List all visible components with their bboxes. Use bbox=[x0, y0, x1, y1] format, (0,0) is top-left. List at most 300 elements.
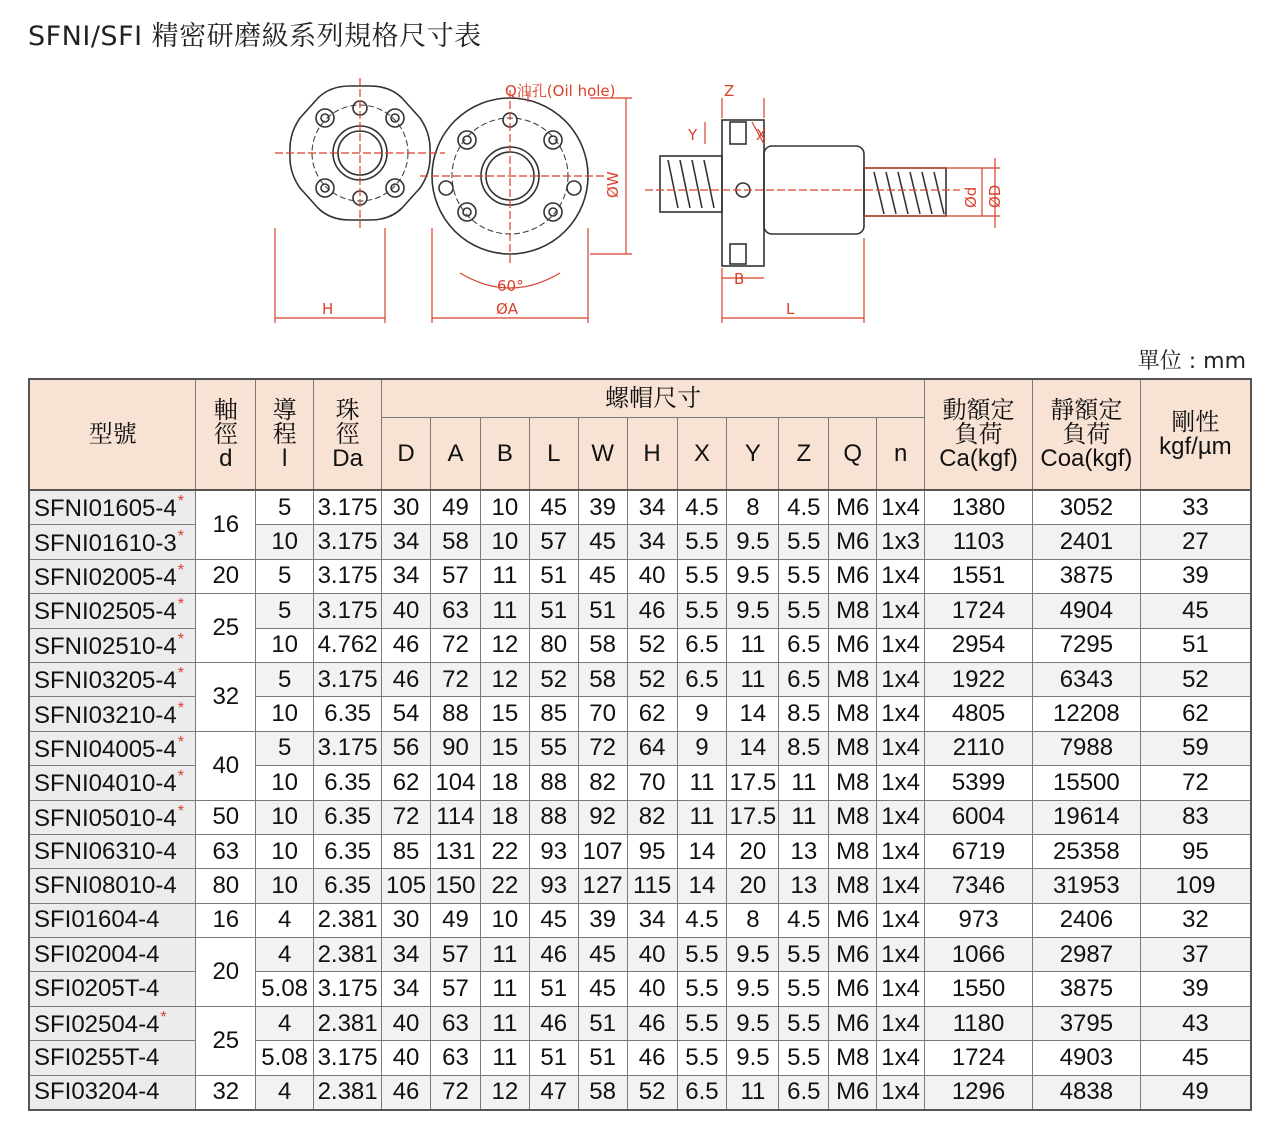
cell-y: 8 bbox=[727, 490, 779, 525]
cell-coa: 2401 bbox=[1032, 525, 1140, 559]
star-mark: * bbox=[177, 768, 184, 786]
cell-d: 56 bbox=[382, 731, 431, 765]
dim-y: Y bbox=[688, 126, 698, 144]
cell-ca: 6004 bbox=[925, 800, 1033, 834]
model-cell: SFI01604-4 bbox=[29, 903, 196, 937]
model-cell: SFNI02505-4* bbox=[29, 594, 196, 628]
cell-ca: 1922 bbox=[925, 662, 1033, 696]
cell-h: 52 bbox=[627, 1075, 677, 1110]
col-nut-n: n bbox=[877, 418, 925, 491]
cell-q: M6 bbox=[829, 938, 877, 972]
cell-n: 1x4 bbox=[877, 766, 925, 800]
cell-coa: 2987 bbox=[1032, 938, 1140, 972]
model-cell: SFI02004-4 bbox=[29, 938, 196, 972]
cell-b: 11 bbox=[480, 594, 529, 628]
star-mark: * bbox=[177, 630, 184, 648]
cell-ca: 1380 bbox=[925, 490, 1033, 525]
dim-b: B bbox=[734, 270, 745, 288]
cell-coa: 3052 bbox=[1032, 490, 1140, 525]
dim-z: Z bbox=[724, 82, 735, 100]
cell-k: 49 bbox=[1140, 1075, 1251, 1110]
cell-h: 115 bbox=[627, 869, 677, 903]
shaft-dia-cell: 40 bbox=[196, 731, 256, 800]
cell-b: 11 bbox=[480, 938, 529, 972]
cell-a: 57 bbox=[431, 972, 481, 1006]
cell-z: 5.5 bbox=[779, 559, 829, 593]
cell-n: 1x4 bbox=[877, 834, 925, 868]
cell-b: 11 bbox=[480, 559, 529, 593]
cell-q: M6 bbox=[829, 559, 877, 593]
cell-da: 3.175 bbox=[314, 662, 382, 696]
cell-z: 5.5 bbox=[779, 1041, 829, 1075]
cell-w: 58 bbox=[578, 1075, 627, 1110]
cell-q: M8 bbox=[829, 800, 877, 834]
cell-l: 5 bbox=[256, 731, 314, 765]
star-mark: * bbox=[177, 493, 184, 511]
model-cell: SFNI02510-4* bbox=[29, 628, 196, 662]
table-row bbox=[29, 594, 1251, 628]
cell-ca: 4805 bbox=[925, 697, 1033, 731]
shaft-dia-cell: 20 bbox=[196, 938, 256, 1007]
cell-y: 9.5 bbox=[727, 1006, 779, 1040]
cell-ca: 1724 bbox=[925, 594, 1033, 628]
cell-y: 9.5 bbox=[727, 594, 779, 628]
table-row bbox=[29, 731, 1251, 765]
cell-coa: 7295 bbox=[1032, 628, 1140, 662]
cell-l: 46 bbox=[529, 938, 578, 972]
table-row bbox=[29, 662, 1251, 696]
cell-k: 62 bbox=[1140, 697, 1251, 731]
cell-da: 6.35 bbox=[314, 697, 382, 731]
cell-n: 1x4 bbox=[877, 490, 925, 525]
table-header bbox=[29, 379, 1251, 490]
cell-q: M6 bbox=[829, 972, 877, 1006]
dim-d: Ød bbox=[962, 186, 980, 208]
cell-w: 70 bbox=[578, 697, 627, 731]
cell-n: 1x4 bbox=[877, 1041, 925, 1075]
cell-w: 51 bbox=[578, 594, 627, 628]
cell-d: 40 bbox=[382, 1006, 431, 1040]
col-ca: 動額定 負荷 Ca(kgf) bbox=[925, 379, 1033, 490]
cell-d: 30 bbox=[382, 903, 431, 937]
shaft-dia-cell: 16 bbox=[196, 490, 256, 559]
cell-q: M8 bbox=[829, 834, 877, 868]
cell-k: 45 bbox=[1140, 594, 1251, 628]
cell-h: 34 bbox=[627, 525, 677, 559]
star-mark: * bbox=[177, 733, 184, 751]
cell-da: 6.35 bbox=[314, 869, 382, 903]
cell-d: 40 bbox=[382, 1041, 431, 1075]
cell-l: 88 bbox=[529, 800, 578, 834]
table-row bbox=[29, 800, 1251, 834]
col-nut-y: Y bbox=[727, 418, 779, 491]
cell-l: 52 bbox=[529, 662, 578, 696]
cell-q: M8 bbox=[829, 697, 877, 731]
cell-n: 1x4 bbox=[877, 559, 925, 593]
cell-l: 10 bbox=[256, 697, 314, 731]
cell-k: 95 bbox=[1140, 834, 1251, 868]
cell-coa: 4904 bbox=[1032, 594, 1140, 628]
cell-a: 72 bbox=[431, 1075, 481, 1110]
cell-l: 10 bbox=[256, 800, 314, 834]
cell-da: 3.175 bbox=[314, 972, 382, 1006]
cell-ca: 1066 bbox=[925, 938, 1033, 972]
cell-x: 4.5 bbox=[677, 903, 727, 937]
cell-h: 95 bbox=[627, 834, 677, 868]
col-nut-d: D bbox=[382, 418, 431, 491]
cell-a: 58 bbox=[431, 525, 481, 559]
cell-q: M6 bbox=[829, 525, 877, 559]
star-mark: * bbox=[177, 802, 184, 820]
cell-coa: 7988 bbox=[1032, 731, 1140, 765]
cell-da: 6.35 bbox=[314, 766, 382, 800]
cell-w: 45 bbox=[578, 938, 627, 972]
cell-d: 85 bbox=[382, 834, 431, 868]
cell-w: 127 bbox=[578, 869, 627, 903]
cell-l: 5.08 bbox=[256, 1041, 314, 1075]
cell-a: 63 bbox=[431, 1006, 481, 1040]
cell-n: 1x4 bbox=[877, 662, 925, 696]
cell-b: 10 bbox=[480, 490, 529, 525]
dim-w: ØW bbox=[604, 171, 622, 198]
cell-l: 57 bbox=[529, 525, 578, 559]
shaft-dia-cell: 16 bbox=[196, 903, 256, 937]
cell-k: 59 bbox=[1140, 731, 1251, 765]
cell-ca: 1550 bbox=[925, 972, 1033, 1006]
cell-z: 13 bbox=[779, 869, 829, 903]
col-nut-w: W bbox=[578, 418, 627, 491]
cell-h: 40 bbox=[627, 559, 677, 593]
cell-da: 6.35 bbox=[314, 834, 382, 868]
cell-l: 10 bbox=[256, 628, 314, 662]
cell-coa: 19614 bbox=[1032, 800, 1140, 834]
cell-y: 14 bbox=[727, 697, 779, 731]
cell-x: 5.5 bbox=[677, 559, 727, 593]
dim-h: H bbox=[322, 300, 334, 318]
cell-z: 4.5 bbox=[779, 903, 829, 937]
cell-a: 131 bbox=[431, 834, 481, 868]
cell-da: 2.381 bbox=[314, 903, 382, 937]
shaft-dia-cell: 32 bbox=[196, 662, 256, 731]
cell-b: 11 bbox=[480, 972, 529, 1006]
cell-l: 88 bbox=[529, 766, 578, 800]
cell-da: 3.175 bbox=[314, 731, 382, 765]
cell-ca: 6719 bbox=[925, 834, 1033, 868]
cell-l: 10 bbox=[256, 869, 314, 903]
cell-l: 51 bbox=[529, 594, 578, 628]
cell-da: 6.35 bbox=[314, 800, 382, 834]
cell-l: 5 bbox=[256, 662, 314, 696]
cell-k: 43 bbox=[1140, 1006, 1251, 1040]
cell-k: 109 bbox=[1140, 869, 1251, 903]
cell-d: 62 bbox=[382, 766, 431, 800]
cell-l: 51 bbox=[529, 1041, 578, 1075]
cell-x: 5.5 bbox=[677, 525, 727, 559]
cell-w: 45 bbox=[578, 559, 627, 593]
col-model: 型號 bbox=[29, 379, 196, 490]
cell-x: 6.5 bbox=[677, 628, 727, 662]
cell-da: 3.175 bbox=[314, 1041, 382, 1075]
cell-n: 1x4 bbox=[877, 1075, 925, 1110]
cell-b: 18 bbox=[480, 766, 529, 800]
cell-z: 6.5 bbox=[779, 1075, 829, 1110]
spec-table bbox=[28, 378, 1252, 1111]
cell-ca: 1551 bbox=[925, 559, 1033, 593]
star-mark: * bbox=[177, 665, 184, 683]
model-cell: SFNI08010-4 bbox=[29, 869, 196, 903]
cell-h: 40 bbox=[627, 972, 677, 1006]
cell-y: 20 bbox=[727, 869, 779, 903]
model-cell: SFNI02005-4* bbox=[29, 559, 196, 593]
model-cell: SFI02504-4* bbox=[29, 1006, 196, 1040]
cell-b: 22 bbox=[480, 834, 529, 868]
cell-x: 11 bbox=[677, 766, 727, 800]
cell-y: 17.5 bbox=[727, 766, 779, 800]
cell-h: 46 bbox=[627, 1041, 677, 1075]
cell-ca: 1296 bbox=[925, 1075, 1033, 1110]
cell-k: 37 bbox=[1140, 938, 1251, 972]
table-body bbox=[29, 490, 1251, 1110]
cell-coa: 25358 bbox=[1032, 834, 1140, 868]
cell-h: 62 bbox=[627, 697, 677, 731]
cell-k: 52 bbox=[1140, 662, 1251, 696]
cell-x: 14 bbox=[677, 869, 727, 903]
cell-coa: 3875 bbox=[1032, 559, 1140, 593]
cell-z: 8.5 bbox=[779, 697, 829, 731]
cell-ca: 5399 bbox=[925, 766, 1033, 800]
model-cell: SFNI04005-4* bbox=[29, 731, 196, 765]
cell-b: 11 bbox=[480, 1006, 529, 1040]
shaft-dia-cell: 25 bbox=[196, 594, 256, 663]
nut-dimension-drawing bbox=[260, 78, 1020, 328]
cell-z: 11 bbox=[779, 766, 829, 800]
model-cell: SFNI04010-4* bbox=[29, 766, 196, 800]
cell-ca: 1180 bbox=[925, 1006, 1033, 1040]
star-mark: * bbox=[177, 561, 184, 579]
cell-a: 90 bbox=[431, 731, 481, 765]
cell-d: 105 bbox=[382, 869, 431, 903]
cell-q: M8 bbox=[829, 731, 877, 765]
cell-b: 15 bbox=[480, 731, 529, 765]
cell-ca: 2954 bbox=[925, 628, 1033, 662]
cell-l: 55 bbox=[529, 731, 578, 765]
cell-y: 17.5 bbox=[727, 800, 779, 834]
shaft-dia-cell: 25 bbox=[196, 1006, 256, 1075]
col-ball: 珠 徑 Da bbox=[314, 379, 382, 490]
cell-a: 49 bbox=[431, 490, 481, 525]
cell-y: 9.5 bbox=[727, 559, 779, 593]
cell-d: 34 bbox=[382, 972, 431, 1006]
cell-l: 45 bbox=[529, 490, 578, 525]
col-nut-l: L bbox=[529, 418, 578, 491]
shaft-dia-cell: 80 bbox=[196, 869, 256, 903]
cell-h: 70 bbox=[627, 766, 677, 800]
cell-d: 40 bbox=[382, 594, 431, 628]
cell-d: 30 bbox=[382, 490, 431, 525]
cell-z: 5.5 bbox=[779, 594, 829, 628]
model-cell: SFNI01605-4* bbox=[29, 490, 196, 525]
cell-n: 1x4 bbox=[877, 938, 925, 972]
cell-a: 104 bbox=[431, 766, 481, 800]
model-cell: SFNI01610-3* bbox=[29, 525, 196, 559]
cell-da: 3.175 bbox=[314, 525, 382, 559]
cell-a: 72 bbox=[431, 662, 481, 696]
cell-a: 57 bbox=[431, 938, 481, 972]
cell-n: 1x4 bbox=[877, 697, 925, 731]
col-stiffness: 剛性 kgf/µm bbox=[1140, 379, 1251, 490]
cell-coa: 2406 bbox=[1032, 903, 1140, 937]
cell-ca: 1103 bbox=[925, 525, 1033, 559]
cell-ca: 7346 bbox=[925, 869, 1033, 903]
cell-l: 51 bbox=[529, 972, 578, 1006]
cell-y: 14 bbox=[727, 731, 779, 765]
cell-coa: 4903 bbox=[1032, 1041, 1140, 1075]
cell-n: 1x4 bbox=[877, 972, 925, 1006]
col-nut-q: Q bbox=[829, 418, 877, 491]
dim-l: L bbox=[786, 300, 795, 318]
cell-z: 5.5 bbox=[779, 525, 829, 559]
cell-x: 9 bbox=[677, 697, 727, 731]
cell-b: 11 bbox=[480, 1041, 529, 1075]
cell-l: 45 bbox=[529, 903, 578, 937]
cell-l: 93 bbox=[529, 834, 578, 868]
col-nut-a: A bbox=[431, 418, 481, 491]
cell-n: 1x4 bbox=[877, 628, 925, 662]
cell-d: 34 bbox=[382, 559, 431, 593]
cell-da: 2.381 bbox=[314, 1006, 382, 1040]
cell-l: 51 bbox=[529, 559, 578, 593]
cell-ca: 973 bbox=[925, 903, 1033, 937]
cell-l: 10 bbox=[256, 834, 314, 868]
cell-da: 3.175 bbox=[314, 559, 382, 593]
cell-l: 80 bbox=[529, 628, 578, 662]
model-cell: SFNI03205-4* bbox=[29, 662, 196, 696]
cell-l: 4 bbox=[256, 1006, 314, 1040]
model-cell: SFI0205T-4 bbox=[29, 972, 196, 1006]
cell-k: 33 bbox=[1140, 490, 1251, 525]
col-nut-x: X bbox=[677, 418, 727, 491]
cell-b: 15 bbox=[480, 697, 529, 731]
cell-z: 8.5 bbox=[779, 731, 829, 765]
table-row bbox=[29, 559, 1251, 593]
cell-l: 5 bbox=[256, 490, 314, 525]
cell-h: 34 bbox=[627, 490, 677, 525]
cell-w: 45 bbox=[578, 972, 627, 1006]
cell-h: 82 bbox=[627, 800, 677, 834]
cell-y: 9.5 bbox=[727, 938, 779, 972]
cell-w: 51 bbox=[578, 1006, 627, 1040]
cell-y: 9.5 bbox=[727, 1041, 779, 1075]
cell-b: 10 bbox=[480, 903, 529, 937]
cell-z: 5.5 bbox=[779, 938, 829, 972]
cell-k: 39 bbox=[1140, 972, 1251, 1006]
shaft-dia-cell: 63 bbox=[196, 834, 256, 868]
col-lead: 導 程 l bbox=[256, 379, 314, 490]
col-nut-b: B bbox=[480, 418, 529, 491]
cell-w: 39 bbox=[578, 490, 627, 525]
cell-l: 4 bbox=[256, 1075, 314, 1110]
cell-coa: 31953 bbox=[1032, 869, 1140, 903]
cell-w: 58 bbox=[578, 628, 627, 662]
star-mark: * bbox=[160, 1009, 167, 1027]
cell-q: M8 bbox=[829, 594, 877, 628]
cell-x: 5.5 bbox=[677, 1006, 727, 1040]
table-row bbox=[29, 490, 1251, 525]
cell-x: 6.5 bbox=[677, 1075, 727, 1110]
cell-l: 4 bbox=[256, 903, 314, 937]
cell-n: 1x4 bbox=[877, 1006, 925, 1040]
cell-coa: 3795 bbox=[1032, 1006, 1140, 1040]
star-mark: * bbox=[177, 527, 184, 545]
cell-a: 72 bbox=[431, 628, 481, 662]
cell-w: 82 bbox=[578, 766, 627, 800]
cell-h: 46 bbox=[627, 594, 677, 628]
cell-b: 10 bbox=[480, 525, 529, 559]
cell-l: 10 bbox=[256, 766, 314, 800]
cell-q: M8 bbox=[829, 766, 877, 800]
cell-l: 4 bbox=[256, 938, 314, 972]
cell-q: M6 bbox=[829, 628, 877, 662]
cell-k: 32 bbox=[1140, 903, 1251, 937]
cell-l: 47 bbox=[529, 1075, 578, 1110]
model-cell: SFI03204-4 bbox=[29, 1075, 196, 1110]
cell-y: 11 bbox=[727, 1075, 779, 1110]
cell-d: 46 bbox=[382, 662, 431, 696]
cell-k: 39 bbox=[1140, 559, 1251, 593]
table-row bbox=[29, 903, 1251, 937]
cell-x: 14 bbox=[677, 834, 727, 868]
cell-z: 6.5 bbox=[779, 628, 829, 662]
model-cell: SFNI03210-4* bbox=[29, 697, 196, 731]
cell-y: 11 bbox=[727, 628, 779, 662]
model-cell: SFNI06310-4 bbox=[29, 834, 196, 868]
cell-d: 72 bbox=[382, 800, 431, 834]
cell-da: 3.175 bbox=[314, 594, 382, 628]
cell-h: 34 bbox=[627, 903, 677, 937]
shaft-dia-cell: 32 bbox=[196, 1075, 256, 1110]
cell-l: 85 bbox=[529, 697, 578, 731]
cell-da: 4.762 bbox=[314, 628, 382, 662]
cell-a: 63 bbox=[431, 594, 481, 628]
cell-l: 93 bbox=[529, 869, 578, 903]
cell-y: 8 bbox=[727, 903, 779, 937]
cell-a: 114 bbox=[431, 800, 481, 834]
cell-k: 27 bbox=[1140, 525, 1251, 559]
cell-n: 1x4 bbox=[877, 731, 925, 765]
cell-ca: 2110 bbox=[925, 731, 1033, 765]
cell-b: 12 bbox=[480, 662, 529, 696]
cell-d: 46 bbox=[382, 628, 431, 662]
cell-h: 52 bbox=[627, 628, 677, 662]
cell-x: 6.5 bbox=[677, 662, 727, 696]
cell-d: 46 bbox=[382, 1075, 431, 1110]
cell-l: 5.08 bbox=[256, 972, 314, 1006]
cell-n: 1x4 bbox=[877, 594, 925, 628]
page-title: SFNI/SFI 精密研磨級系列規格尺寸表 bbox=[28, 21, 482, 52]
table-row bbox=[29, 1006, 1251, 1040]
cell-ca: 1724 bbox=[925, 1041, 1033, 1075]
table-row bbox=[29, 834, 1251, 868]
cell-w: 72 bbox=[578, 731, 627, 765]
table-row bbox=[29, 1075, 1251, 1110]
cell-a: 150 bbox=[431, 869, 481, 903]
cell-x: 5.5 bbox=[677, 594, 727, 628]
cell-d: 34 bbox=[382, 938, 431, 972]
cell-x: 5.5 bbox=[677, 1041, 727, 1075]
cell-h: 52 bbox=[627, 662, 677, 696]
cell-da: 2.381 bbox=[314, 938, 382, 972]
cell-a: 63 bbox=[431, 1041, 481, 1075]
